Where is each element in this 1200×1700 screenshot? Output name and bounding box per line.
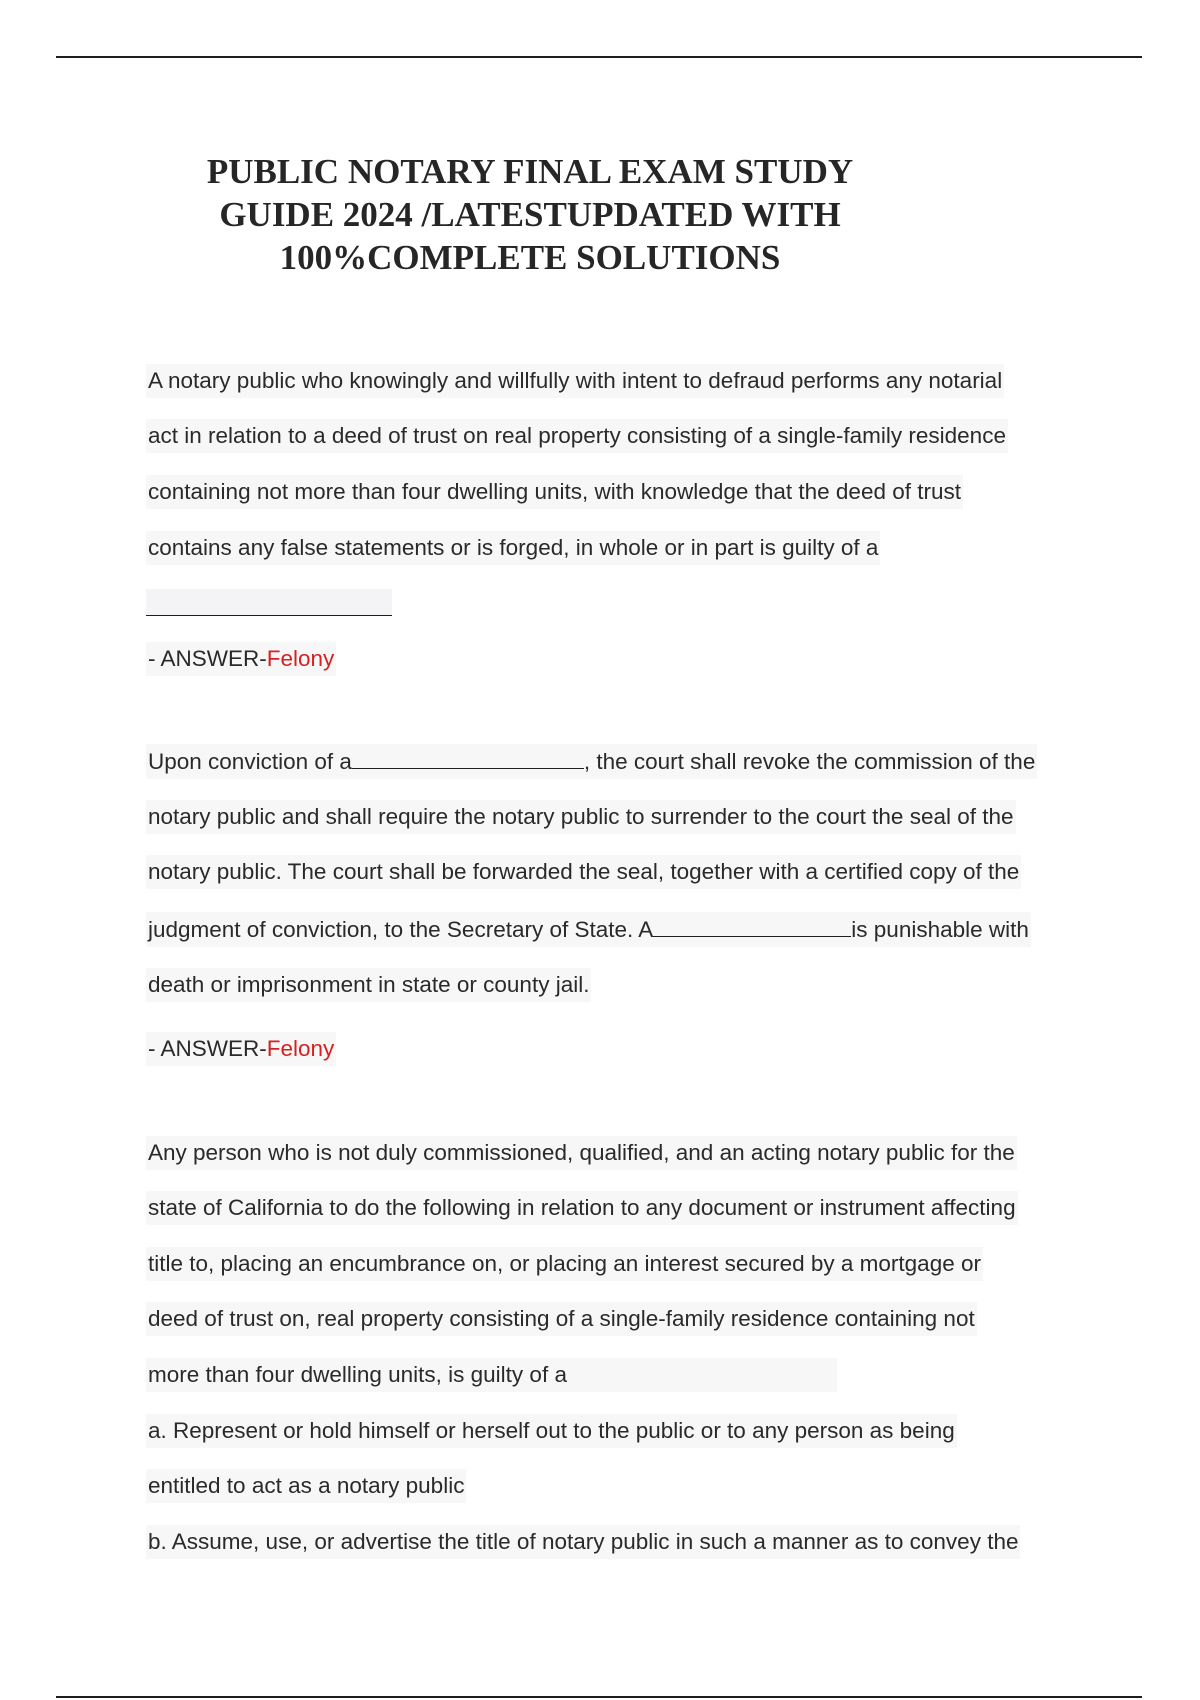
- question-3-line: deed of trust on, real property consisting of a single-family residence containing not: [146, 1302, 977, 1336]
- question-3-line: b. Assume, use, or advertise the title of notary public in such a manner as to convey the: [146, 1525, 1020, 1559]
- title-line-3: 100%COMPLETE SOLUTIONS: [279, 238, 781, 277]
- answer-blank: [653, 914, 851, 937]
- question-2-line: [146, 744, 1037, 779]
- question-3-line: Any person who is not duly commissioned, qualified, and an acting notary public for the: [146, 1136, 1017, 1170]
- answer-prefix: - ANSWER-: [148, 1036, 267, 1061]
- title-line-2: GUIDE 2024 /LATESTUPDATED WITH: [219, 195, 841, 234]
- question-2-text: is punishable with: [851, 917, 1029, 942]
- question-2-line: death or imprisonment in state or county jail.: [146, 968, 591, 1002]
- question-3-text: more than four dwelling units, is guilty of a: [148, 1362, 567, 1387]
- question-3-line: a. Represent or hold himself or herself out to the public or to any person as being: [146, 1414, 957, 1448]
- question-3-line: state of California to do the following in relation to any document or instrument affecting: [146, 1191, 1018, 1225]
- question-2-text: judgment of conviction, to the Secretary of State. A: [148, 917, 654, 942]
- answer-line: [146, 1032, 336, 1066]
- answer-blank: [352, 746, 584, 769]
- question-3-line: entitled to act as a notary public: [146, 1469, 466, 1503]
- answer-blank: [146, 589, 392, 616]
- question-1-line: A notary public who knowingly and willfully with intent to defraud performs any notarial: [146, 364, 1004, 398]
- answer-line: [146, 642, 336, 676]
- title-line-1: PUBLIC NOTARY FINAL EXAM STUDY: [206, 152, 854, 191]
- question-2-text: , the court shall revoke the commission of the: [583, 749, 1036, 774]
- answer-prefix: - ANSWER-: [148, 646, 267, 671]
- answer-value: Felony: [266, 1036, 335, 1061]
- bottom-rule: [56, 1696, 1142, 1698]
- question-2-line: notary public. The court shall be forwarded the seal, together with a certified copy of the: [146, 855, 1021, 889]
- question-1-line: act in relation to a deed of trust on real property consisting of a single-family residence: [146, 419, 1008, 453]
- question-1-line: containing not more than four dwelling units, with knowledge that the deed of trust: [146, 475, 963, 509]
- question-1-line: contains any false statements or is forged, in whole or in part is guilty of a: [146, 531, 880, 565]
- question-2-line: [146, 912, 1031, 947]
- top-rule: [56, 56, 1142, 58]
- document-title: [160, 150, 900, 279]
- question-2-text: Upon conviction of a: [148, 749, 352, 774]
- answer-value: Felony: [266, 646, 335, 671]
- question-2-line: notary public and shall require the notary public to surrender to the court the seal of the: [146, 800, 1016, 834]
- question-3-line: title to, placing an encumbrance on, or placing an interest secured by a mortgage or: [146, 1247, 983, 1281]
- question-3-line: [146, 1358, 837, 1392]
